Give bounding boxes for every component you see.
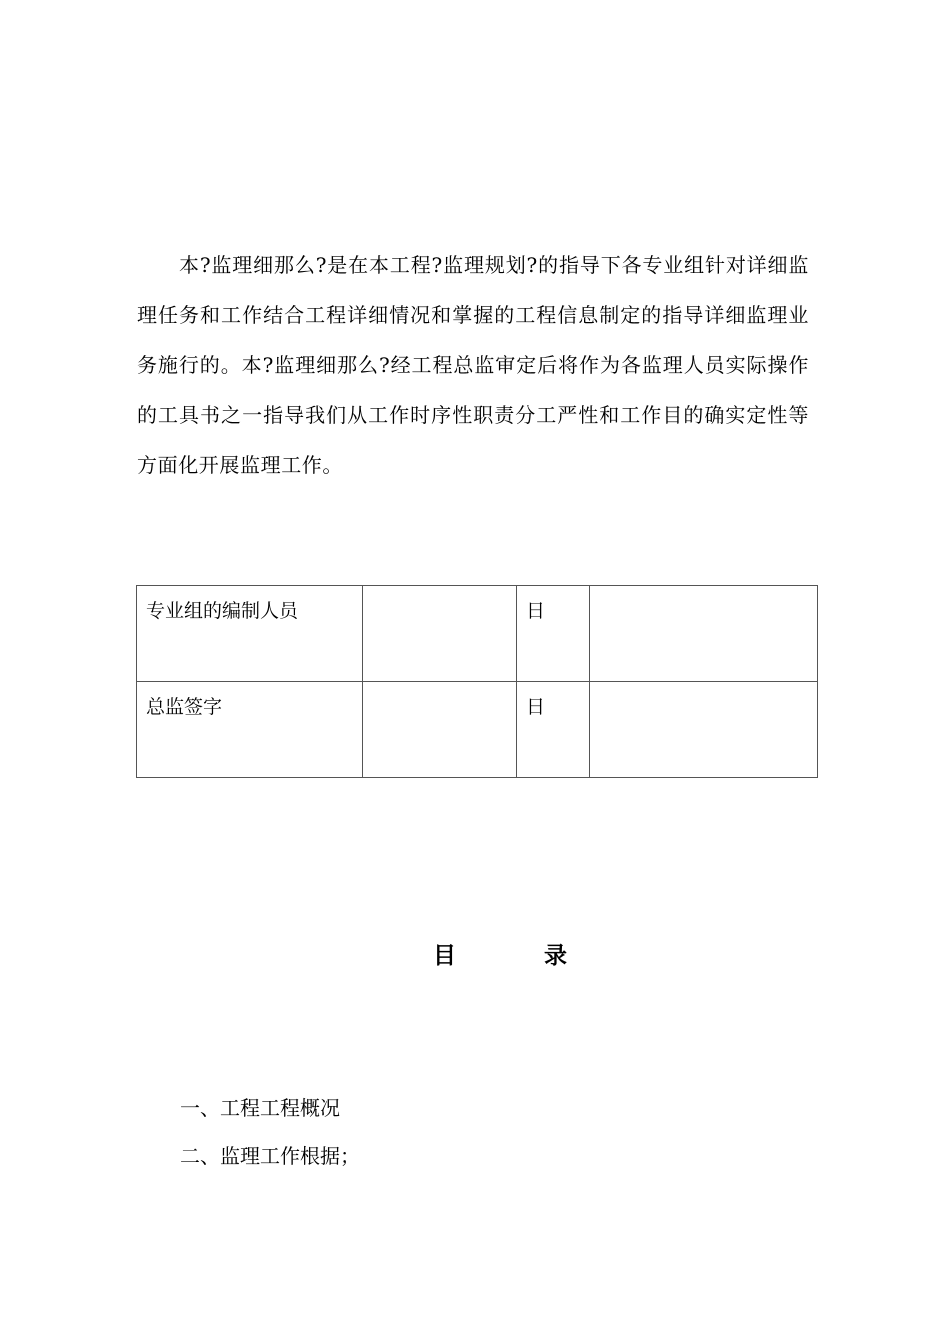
date-value-cell: [590, 586, 818, 682]
intro-paragraph: 本?监理细那么?是在本工程?监理规划?的指导下各专业组针对详细监理任务和工作结合工程详细情况和掌握的工程信息制定的指导详细监理业务施行的。本?监理细那么?经工程总监审定后将作为各监理人员实际操作的工具书之一指导我们从工作时序性职责分工严性和工作目的确实定性等方面化开展监理工作。: [137, 253, 809, 477]
toc-item: 一、工程工程概况: [180, 1096, 340, 1120]
date-value-cell: [590, 682, 818, 778]
date-label: 日: [517, 682, 590, 778]
toc-title-second-char: 录: [544, 943, 567, 969]
toc-title: [433, 938, 567, 974]
toc-list: [180, 1084, 360, 1180]
table-row: [137, 586, 818, 682]
chief-signature-cell: [363, 682, 517, 778]
toc-item: 二、监理工作根据；: [180, 1144, 360, 1168]
date-label: 日: [517, 586, 590, 682]
toc-title-first-char: 目: [433, 943, 456, 969]
table-row: [137, 682, 818, 778]
row-label-chief-signature: 总监签字: [137, 682, 363, 778]
signature-table: [136, 585, 818, 778]
row-label-preparers: 专业组的编制人员: [137, 586, 363, 682]
preparers-signature-cell: [363, 586, 517, 682]
